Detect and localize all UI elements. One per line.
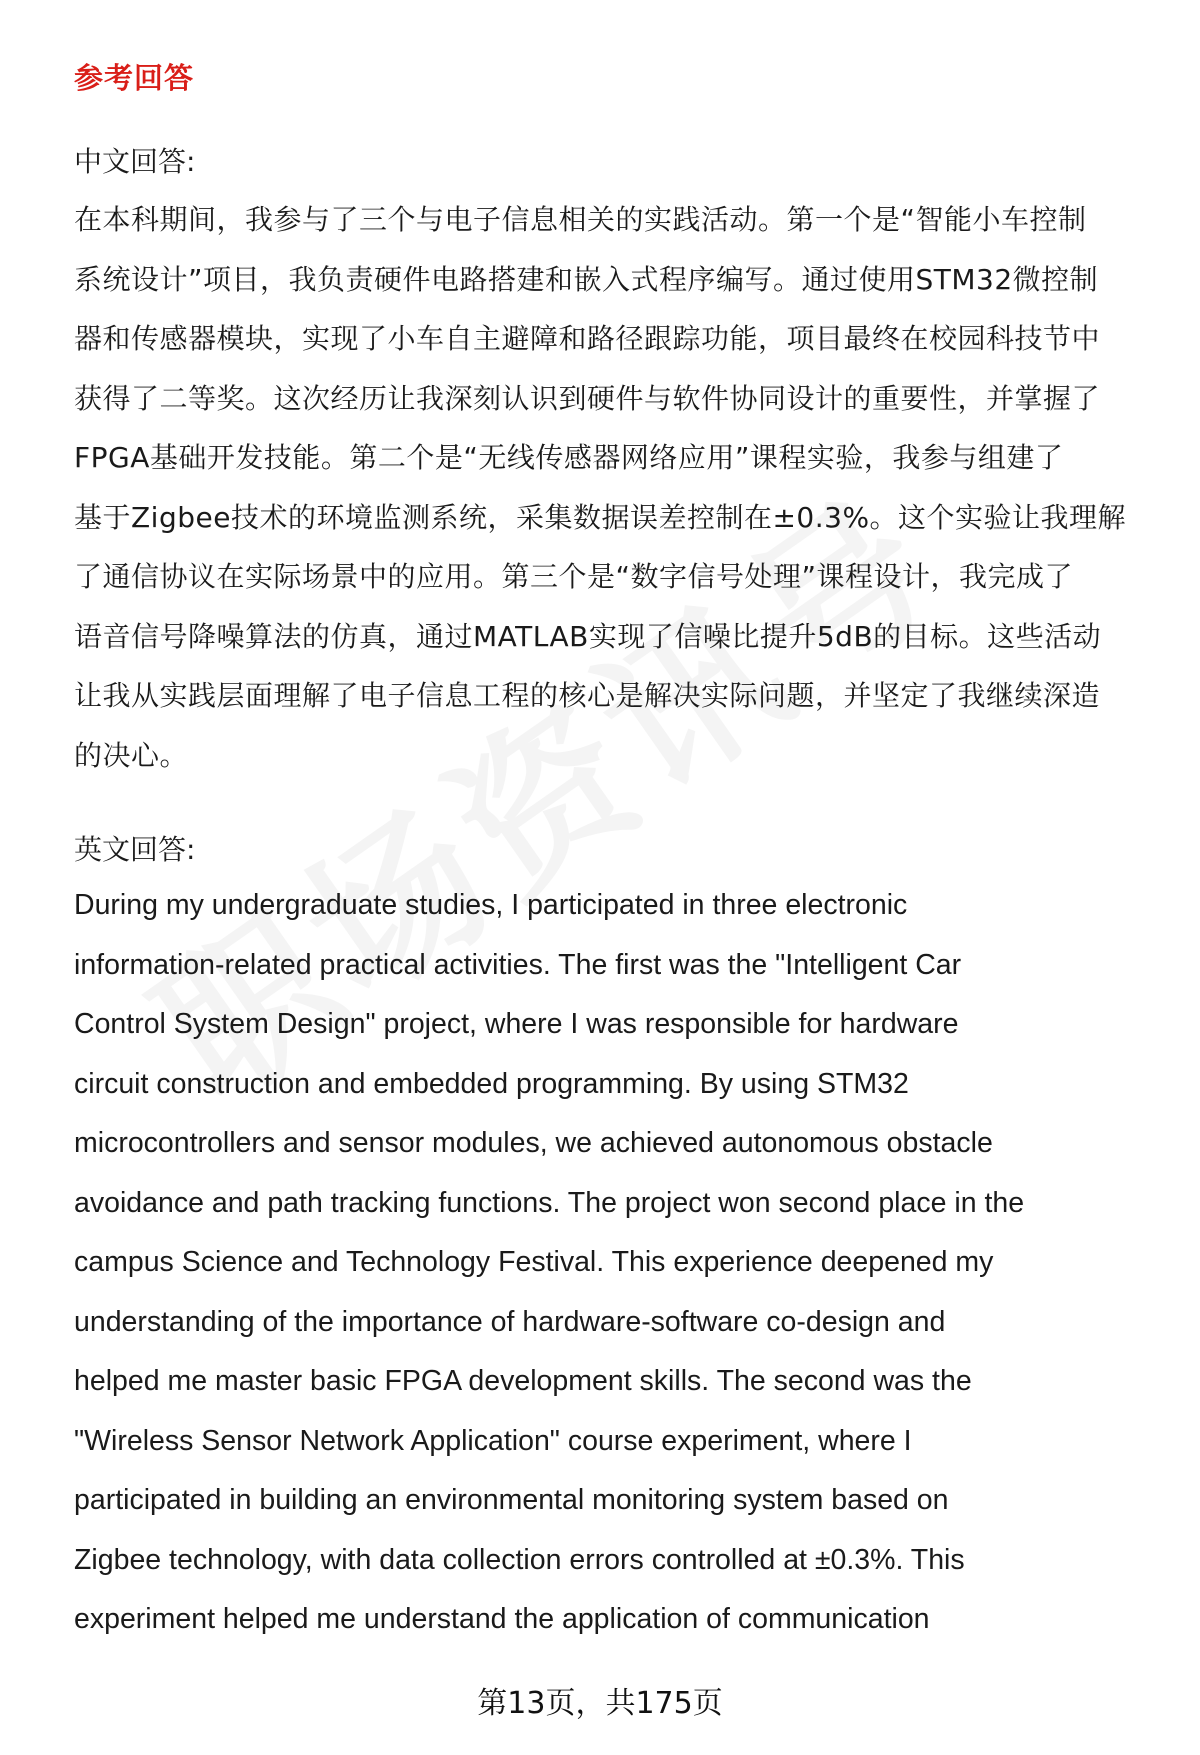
paragraph-line: 基于Zigbee技术的环境监测系统，采集数据误差控制在±0.3%。这个实验让我理解 xyxy=(74,500,1127,534)
english-answer-paragraph xyxy=(74,876,1164,1650)
paragraph-line: FPGA基础开发技能。第二个是“无线传感器网络应用”课程实验，我参与组建了 xyxy=(74,441,1064,474)
paragraph-line: Control System Design" project, where I was responsible for hardware xyxy=(74,1008,959,1040)
chinese-answer-label: 中文回答: xyxy=(74,145,196,178)
paragraph-line: information-related practical activities. The first was the "Intelligent Car xyxy=(74,948,962,981)
english-answer-label: 英文回答: xyxy=(74,833,196,866)
paragraph-line: 获得了二等奖。这次经历让我深刻认识到硬件与软件协同设计的重要性，并掌握了 xyxy=(74,381,1101,415)
paragraph-line: avoidance and path tracking functions. The project won second place in the xyxy=(74,1186,1025,1219)
paragraph-line: 在本科期间，我参与了三个与电子信息相关的实践活动。第一个是“智能小车控制 xyxy=(74,203,1087,236)
paragraph-line: 器和传感器模块，实现了小车自主避障和路径跟踪功能，项目最终在校园科技节中 xyxy=(74,322,1101,355)
paragraph-line: campus Science and Technology Festival. This experience deepened my xyxy=(74,1246,994,1278)
paragraph-line: "Wireless Sensor Network Application" course experiment, where I xyxy=(74,1424,912,1457)
paragraph-line: During my undergraduate studies, I participated in three electronic xyxy=(74,889,908,921)
paragraph-line: experiment helped me understand the application of communication xyxy=(74,1603,930,1635)
page-title: 参考回答 xyxy=(74,61,195,95)
paragraph-line: circuit construction and embedded programming. By using STM32 xyxy=(74,1067,909,1100)
paragraph-line: microcontrollers and sensor modules, we achieved autonomous obstacle xyxy=(74,1127,993,1159)
paragraph-line: participated in building an environmental monitoring system based on xyxy=(74,1484,949,1516)
chinese-answer-paragraph xyxy=(74,190,1164,785)
paragraph-line: 语音信号降噪算法的仿真，通过MATLAB实现了信噪比提升5dB的目标。这些活动 xyxy=(74,619,1102,653)
paragraph-line: Zigbee technology, with data collection errors controlled at ±0.3%. This xyxy=(74,1543,965,1576)
paragraph-line: helped me master basic FPGA development skills. The second was the xyxy=(74,1365,972,1397)
paragraph-line: 让我从实践层面理解了电子信息工程的核心是解决实际问题，并坚定了我继续深造 xyxy=(74,679,1101,712)
paragraph-line: 系统设计”项目，我负责硬件电路搭建和嵌入式程序编写。通过使用STM32微控制 xyxy=(74,262,1099,296)
paragraph-line: 的决心。 xyxy=(74,738,189,772)
page-number-footer: 第13页，共175页 xyxy=(477,1686,723,1721)
paragraph-line: 了通信协议在实际场景中的应用。第三个是“数字信号处理”课程设计，我完成了 xyxy=(74,560,1074,593)
paragraph-line: understanding of the importance of hardware-software co-design and xyxy=(74,1305,946,1338)
